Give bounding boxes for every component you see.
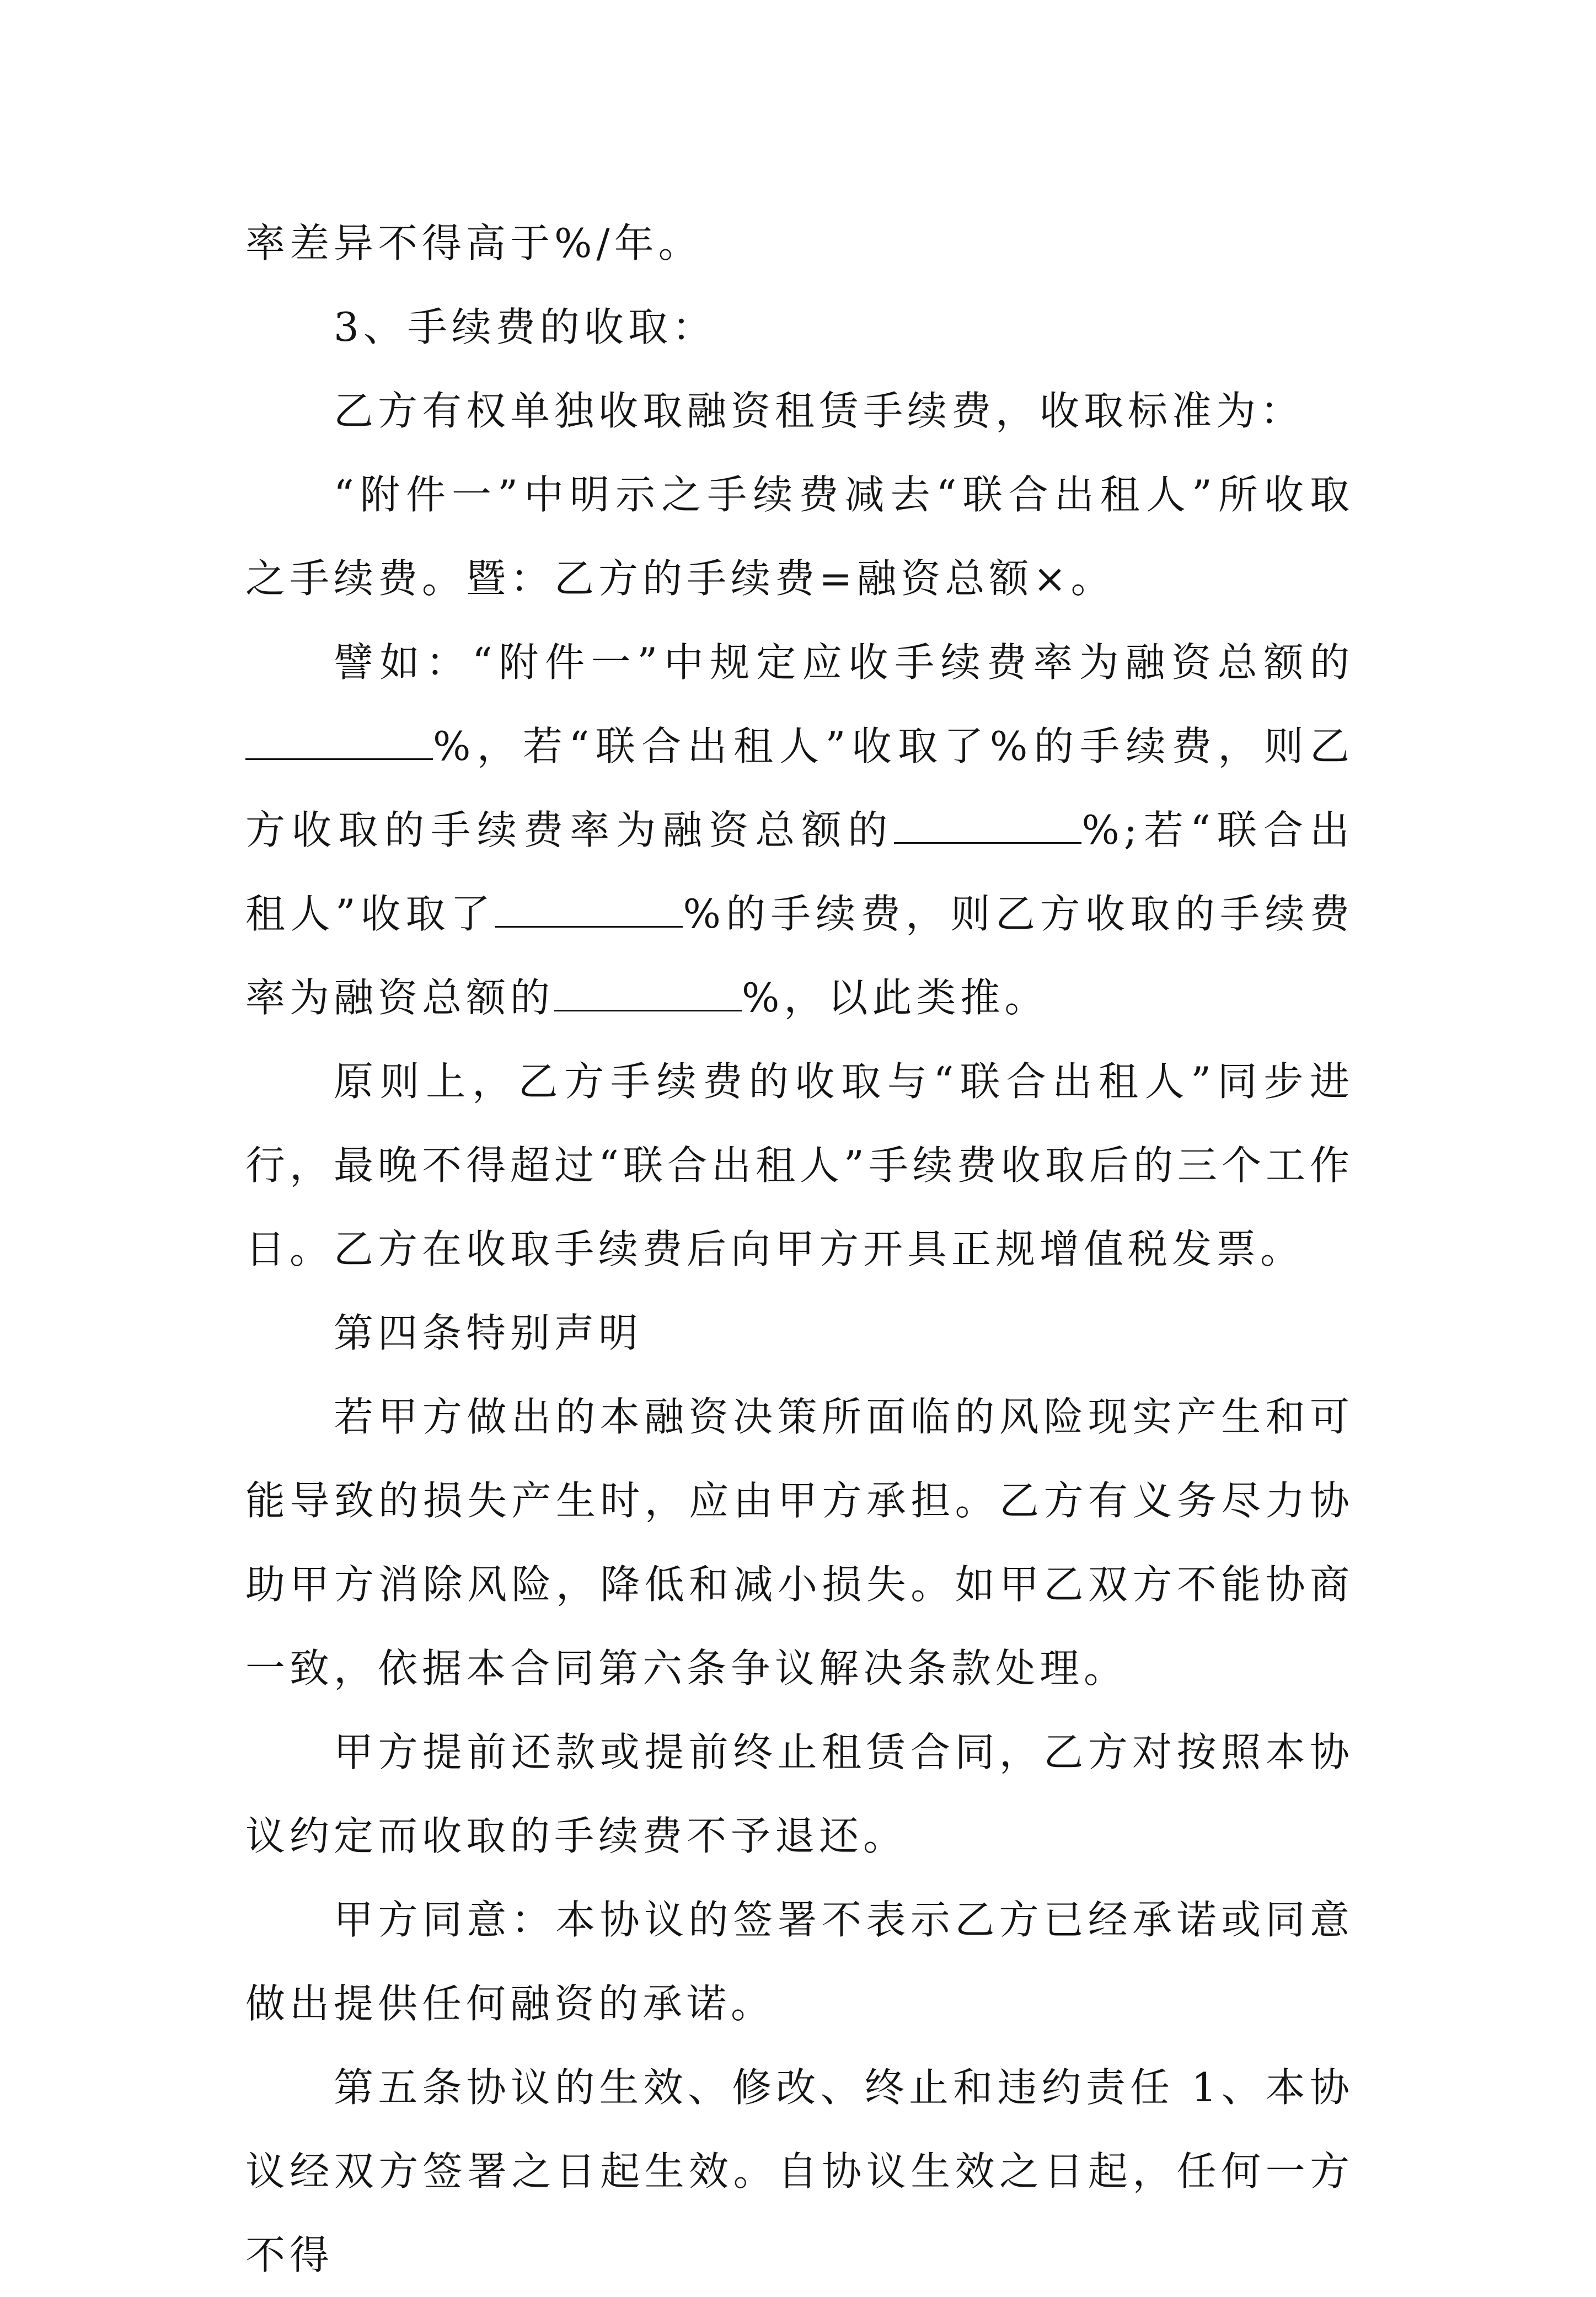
fill-in-blank xyxy=(495,887,683,928)
example-text-3: %;若“联合出租人”收取了 xyxy=(245,807,1354,937)
paragraph-fee-heading: 3、手续费的收取： xyxy=(334,304,716,350)
paragraph-fee-formula: “附件一”中明示之手续费减去“联合出租人”所收取之手续费。暨：乙方的手续费=融资总额×。 xyxy=(245,472,1354,602)
example-text-2: %，若“联合出租人”收取了%的手续费，则乙方收取的手续费率为融资总额的 xyxy=(245,723,1354,853)
example-text-5: %，以此类推。 xyxy=(742,975,1049,1021)
paragraph-fee-example xyxy=(245,620,1354,1040)
example-text-4: %的手续费，则乙方收取的手续费率为融资总额的 xyxy=(245,891,1354,1021)
fill-in-blank xyxy=(894,804,1081,844)
paragraph-risk: 若甲方做出的本融资决策所面临的风险现实产生和可能导致的损失产生时，应由甲方承担。乙方有义务尽力协助甲方消除风险，降低和减小损失。如甲乙双方不能协商一致，依据本合同第六条争议解决条款处理。 xyxy=(245,1394,1354,1691)
fill-in-blank xyxy=(554,971,742,1011)
fill-in-blank xyxy=(245,720,433,760)
paragraph-article-5: 第五条协议的生效、修改、终止和违约责任 1、本协议经双方签署之日起生效。自协议生效之日起，任何一方不得 xyxy=(245,2064,1354,2278)
paragraph-fee-timing: 原则上，乙方手续费的收取与“联合出租人”同步进行，最晚不得超过“联合出租人”手续费收取后的三个工作日。乙方在收取手续费后向甲方开具正规增值税发票。 xyxy=(245,1058,1354,1272)
paragraph-early-repayment: 甲方提前还款或提前终止租赁合同，乙方对按照本协议约定而收取的手续费不予退还。 xyxy=(245,1729,1354,1859)
paragraph-rate-difference: 率差异不得高于%/年。 xyxy=(245,220,703,266)
section-heading-article-4: 第四条特别声明 xyxy=(334,1310,643,1356)
example-text-1: 譬如：“附件一”中规定应收手续费率为融资总额的 xyxy=(334,639,1354,686)
document-body xyxy=(245,201,1354,2297)
paragraph-consent: 甲方同意：本协议的签署不表示乙方已经承诺或同意做出提供任何融资的承诺。 xyxy=(245,1897,1354,2027)
paragraph-fee-right: 乙方有权单独收取融资租赁手续费，收取标准为： xyxy=(334,388,1305,434)
